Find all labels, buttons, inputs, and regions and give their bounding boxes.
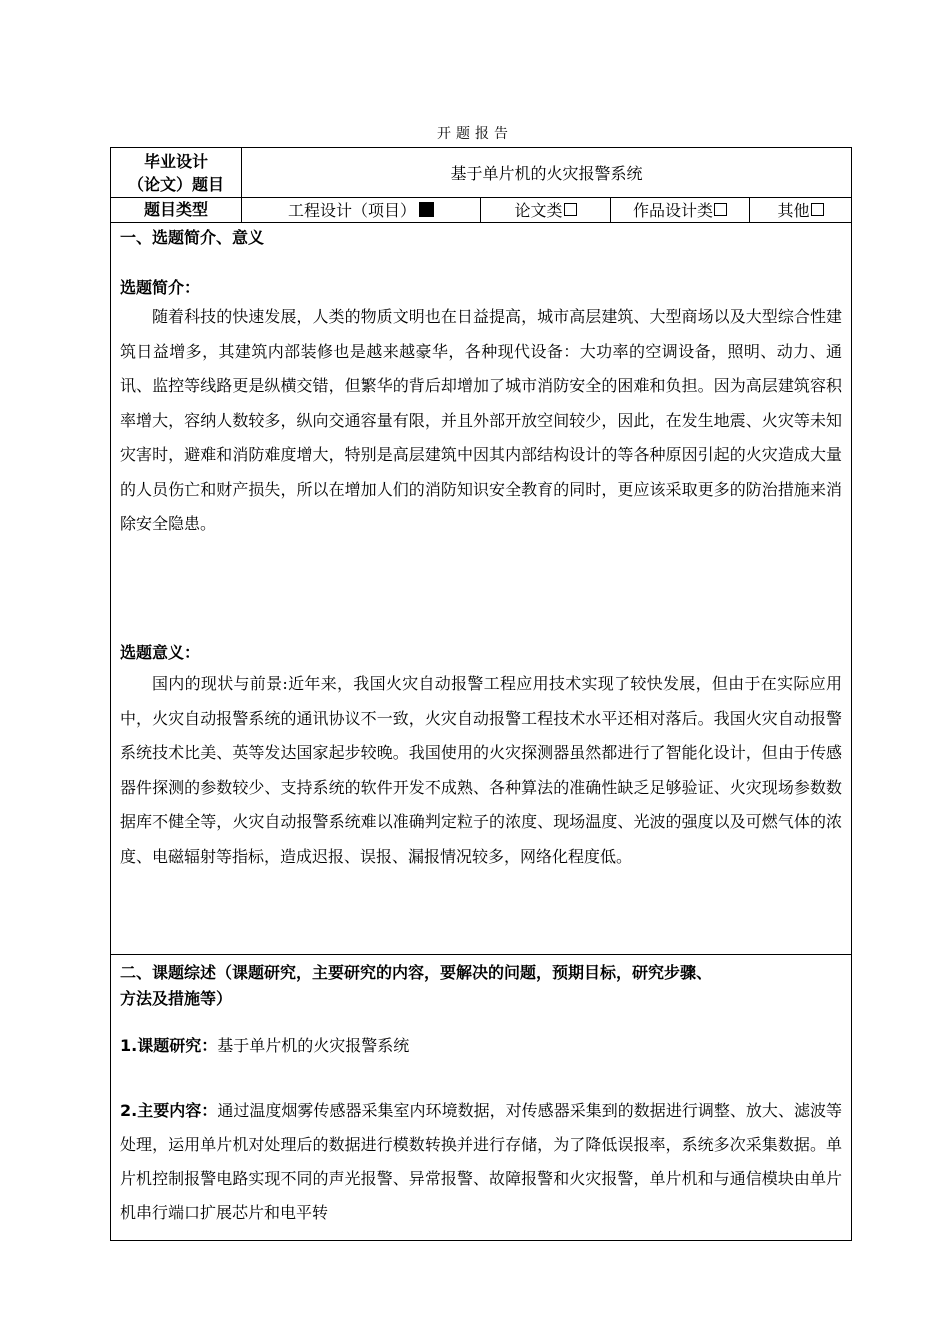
section-overview <box>111 954 851 1240</box>
title-value: 基于单片机的火灾报警系统 <box>450 164 643 183</box>
item2-text: 通过温度烟雾传感器采集室内环境数据，对传感器采集到的数据进行调整、放大、滤波等处理，运用单片机对处理后的数据进行模数转换并进行存储，为了降低误报率，系统多次采集数据。单片机控制报警电路实现不同的声光报警、异常报警、故障报警和火灾报警，单片机和与通信模块由单片机串行端口扩展芯片和电平转 <box>120 1101 842 1222</box>
type-label: 题目类型 <box>111 197 242 222</box>
section2-heading-line1: 二、课题综述（课题研究，主要研究的内容，要解决的问题，预期目标，研究步骤、 <box>120 963 713 982</box>
item1-label: 1.课题研究： <box>120 1036 218 1055</box>
section1-heading: 一、选题简介、意义 <box>120 228 265 247</box>
meaning-text: 国内的现状与前景:近年来，我国火灾自动报警工程应用技术实现了较快发展，但由于在实际应用中，火灾自动报警系统的通讯协议不一致，火灾自动报警工程技术水平还相对落后。我国火灾自动报警系统技术比美、英等发达国家起步较晚。我国使用的火灾探测器虽然都进行了智能化设计，但由于传感器件探测的参数较少、支持系统的软件开发不成熟、各种算法的准确性缺乏足够验证、火灾现场参数数据库不健全等，火灾自动报警系统难以准确判定粒子的浓度、现场温度、光波的强度以及可燃气体的浓度、电磁辐射等指标，造成迟报、误报、漏报情况较多，网络化程度低。 <box>120 674 842 866</box>
proposal-form <box>110 147 852 1241</box>
type-option-other[interactable] <box>750 197 851 222</box>
type-option-label: 论文类 <box>514 201 563 220</box>
item1 <box>120 1033 409 1056</box>
item1-text: 基于单片机的火灾报警系统 <box>217 1036 410 1055</box>
checkbox-unchecked-icon <box>811 203 824 216</box>
checkbox-checked-icon <box>419 202 434 217</box>
intro-label: 选题简介： <box>120 278 201 297</box>
page-title: 开题报告 <box>437 126 513 142</box>
title-label: 毕业设计 （论文）题目 <box>111 148 242 197</box>
type-option-label: 工程设计（项目） <box>287 201 416 220</box>
intro-text: 随着科技的快速发展，人类的物质文明也在日益提高，城市高层建筑、大型商场以及大型综合性建筑日益增多，其建筑内部装修也是越来越豪华，各种现代设备：大功率的空调设备，照明、动力、通讯、监控等线路更是纵横交错，但繁华的背后却增加了城市消防安全的困难和负担。因为高层建筑容积率增大，容纳人数较多，纵向交通容量有限，并且外部开放空间较少，因此，在发生地震、火灾等未知灾害时，避难和消防难度增大，特别是高层建筑中因其内部结构设计的等各种原因引起的火灾造成大量的人员伤亡和财产损失，所以在增加人们的消防知识安全教育的同时，更应该采取更多的防治措施来消除安全隐患。 <box>120 307 842 533</box>
item2 <box>120 1094 842 1230</box>
type-option-label: 作品设计类 <box>632 201 713 220</box>
meaning-label: 选题意义： <box>120 643 201 662</box>
section2-heading-line2: 方法及措施等） <box>120 989 233 1008</box>
type-option-label: 其他 <box>777 201 810 220</box>
type-row <box>111 197 851 223</box>
type-option-design[interactable] <box>611 197 750 222</box>
checkbox-unchecked-icon <box>714 203 727 216</box>
type-option-engineering[interactable] <box>242 197 481 222</box>
title-row <box>111 148 851 198</box>
type-option-thesis[interactable] <box>481 197 611 222</box>
checkbox-unchecked-icon <box>564 203 577 216</box>
item2-label: 2.主要内容： <box>120 1101 218 1120</box>
section-topic-intro <box>111 222 851 955</box>
